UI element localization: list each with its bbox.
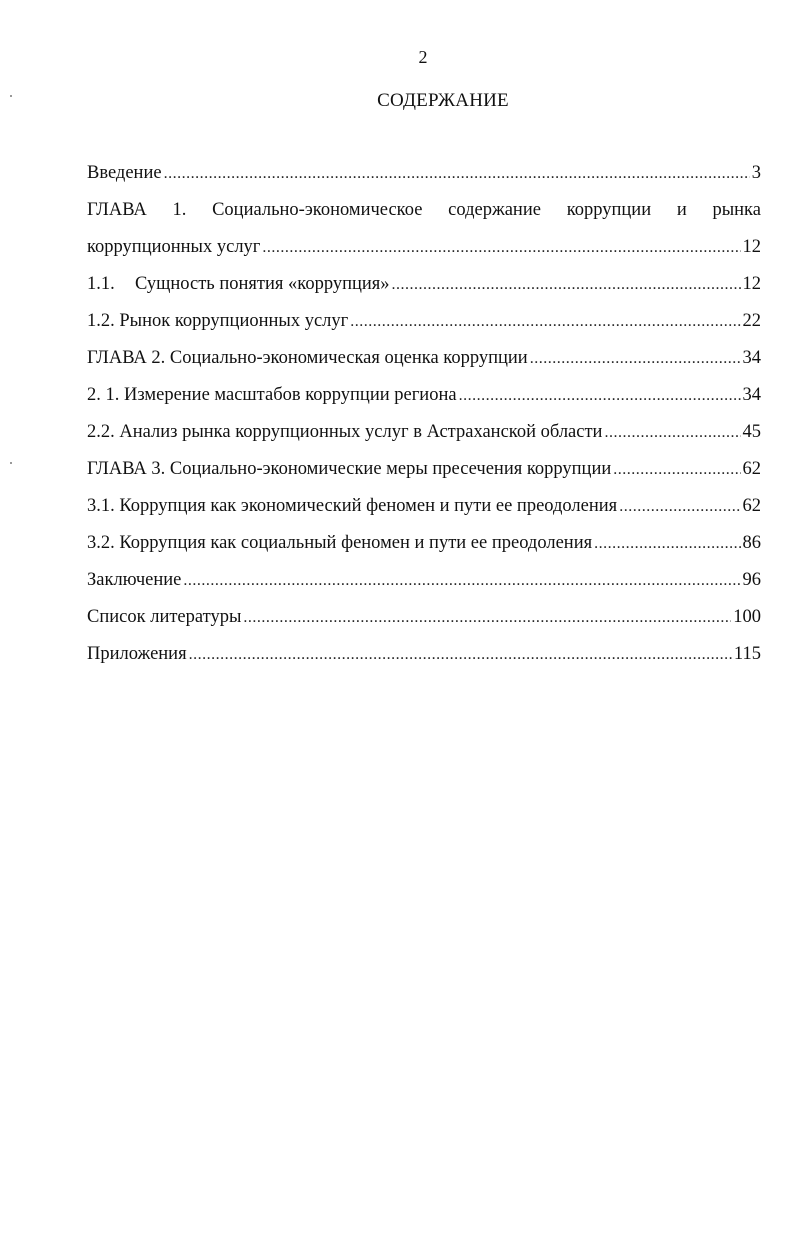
dot-leader <box>459 382 741 410</box>
toc-entry-bibliography[interactable] <box>87 603 761 640</box>
toc-entry-page: 22 <box>742 311 761 331</box>
toc-entry-title: ГЛАВА 2. Социально-экономическая оценка коррупции <box>87 348 528 368</box>
dot-leader <box>243 604 731 632</box>
dot-leader <box>530 345 741 373</box>
toc-entry-chapter-1-line-1[interactable] <box>87 196 761 233</box>
toc-entry-page: 34 <box>742 348 761 368</box>
table-of-contents <box>87 159 761 677</box>
toc-entry-chapter-3[interactable] <box>87 455 761 492</box>
dot-leader <box>594 530 740 558</box>
toc-entry-title: 2.2. Анализ рынка коррупционных услуг в Астраханской области <box>87 422 603 442</box>
toc-entry-2-1[interactable] <box>87 381 761 418</box>
toc-entry-page: 34 <box>742 385 761 405</box>
dot-leader <box>604 419 740 447</box>
toc-entry-title: Список литературы <box>87 607 242 627</box>
toc-word: рынка <box>712 200 761 220</box>
toc-word: ГЛАВА <box>87 200 147 220</box>
toc-word: Социально-экономическое <box>212 200 423 220</box>
toc-entry-page: 100 <box>733 607 761 627</box>
toc-entry-page: 115 <box>733 644 761 664</box>
dot-leader <box>189 641 732 669</box>
toc-entry-page: 45 <box>742 422 761 442</box>
toc-word: содержание <box>448 200 541 220</box>
toc-entry-chapter-1-line-2[interactable] <box>87 233 761 270</box>
toc-heading: СОДЕРЖАНИЕ <box>377 90 509 111</box>
toc-entry-title: Сущность понятия «коррупция» <box>135 274 390 294</box>
toc-entry-number: 1.1. <box>87 274 115 294</box>
toc-entry-title: 1.2. Рынок коррупционных услуг <box>87 311 349 331</box>
toc-entry-page: 62 <box>742 496 761 516</box>
toc-entry-page: 12 <box>742 274 761 294</box>
scan-speck <box>10 462 12 464</box>
toc-entry-page: 86 <box>742 533 761 553</box>
toc-entry-title: 3.1. Коррупция как экономический феномен и пути ее преодоления <box>87 496 618 516</box>
toc-word: и <box>676 200 687 220</box>
dot-leader <box>350 308 740 336</box>
toc-entry-appendices[interactable] <box>87 640 761 677</box>
toc-entry-title: коррупционных услуг <box>87 237 261 257</box>
toc-entry-3-1[interactable] <box>87 492 761 529</box>
dot-leader <box>619 493 740 521</box>
dot-leader <box>183 567 740 595</box>
toc-entry-introduction[interactable] <box>87 159 761 196</box>
dot-leader <box>262 234 740 262</box>
dot-leader <box>164 160 750 188</box>
toc-entry-page: 3 <box>751 163 761 183</box>
dot-leader <box>392 271 741 299</box>
toc-entry-title: Введение <box>87 163 162 183</box>
toc-entry-3-2[interactable] <box>87 529 761 566</box>
toc-entry-1-2[interactable] <box>87 307 761 344</box>
toc-entry-page: 96 <box>742 570 761 590</box>
toc-entry-title: Заключение <box>87 570 182 590</box>
page-number: 2 <box>418 47 428 67</box>
toc-entry-title: ГЛАВА 3. Социально-экономические меры пресечения коррупции <box>87 459 612 479</box>
toc-entry-2-2[interactable] <box>87 418 761 455</box>
toc-word: 1. <box>172 200 187 220</box>
toc-entry-title: 3.2. Коррупция как социальный феномен и пути ее преодоления <box>87 533 593 553</box>
scan-speck <box>10 95 12 97</box>
toc-entry-title: 2. 1. Измерение масштабов коррупции региона <box>87 385 457 405</box>
toc-entry-page: 12 <box>742 237 761 257</box>
toc-entry-conclusion[interactable] <box>87 566 761 603</box>
toc-entry-page: 62 <box>742 459 761 479</box>
toc-entry-title: Приложения <box>87 644 187 664</box>
toc-entry-chapter-2[interactable] <box>87 344 761 381</box>
dot-leader <box>613 456 740 484</box>
toc-word: коррупции <box>566 200 652 220</box>
toc-entry-1-1[interactable] <box>87 270 761 307</box>
